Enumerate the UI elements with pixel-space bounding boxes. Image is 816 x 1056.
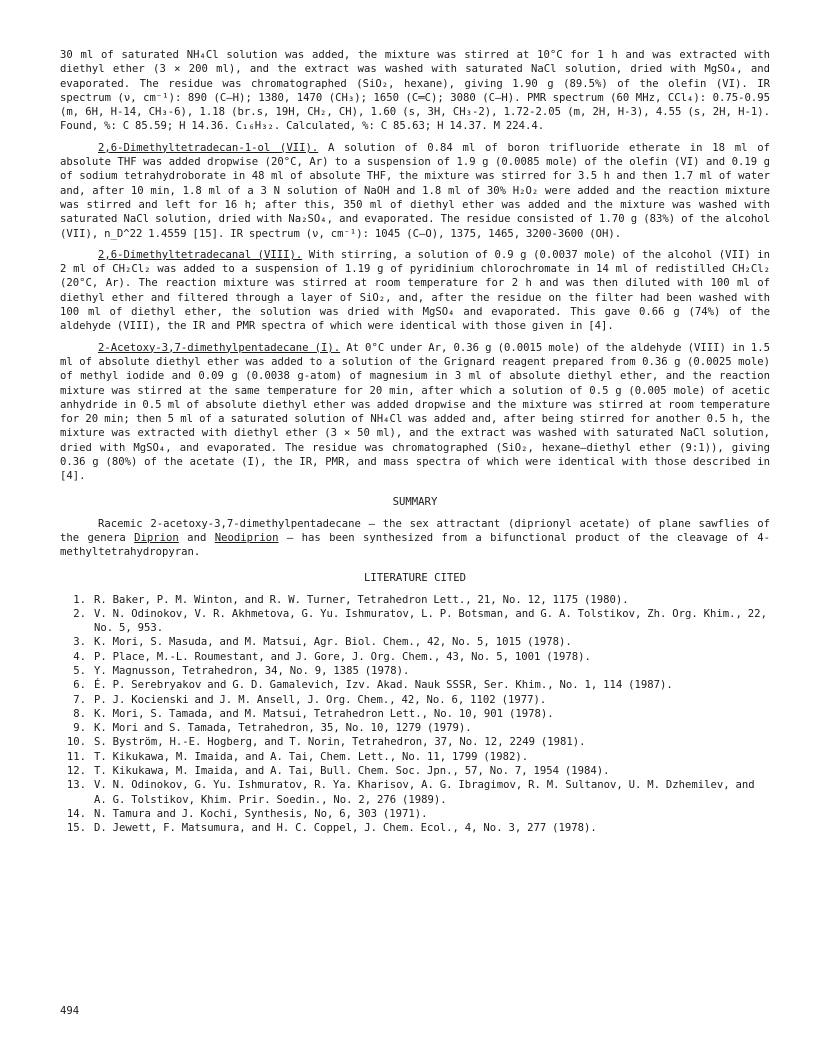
reference-number: 13. xyxy=(66,779,86,792)
reference-number: 12. xyxy=(66,765,86,778)
reference-number: 4. xyxy=(73,650,86,663)
reference-number: 14. xyxy=(66,807,86,820)
reference-item xyxy=(60,764,770,778)
reference-text: D. Jewett, F. Matsumura, and H. C. Coppel, J. Chem. Ecol., 4, No. 3, 277 (1978). xyxy=(94,822,597,835)
reference-number: 10. xyxy=(66,736,86,749)
reference-item xyxy=(60,593,770,607)
compound-heading-vii: 2,6-Dimethyltetradecan-1-ol (VII). xyxy=(98,141,319,154)
reference-number: 7. xyxy=(73,693,86,706)
reference-text: É. P. Serebryakov and G. D. Gamalevich, Izv. Akad. Nauk SSSR, Ser. Khim., No. 1, 114 (1987). xyxy=(94,679,673,692)
reference-item xyxy=(60,707,770,721)
paragraph-olefin-workup: 30 ml of saturated NH₄Cl solution was added, the mixture was stirred at 10°C for 1 h and was extracted with diethyl ether (3 × 200 ml), and the extract was washed with saturated NaCl solution, dried with MgSO₄, and evaporated. The residue was chromatographed (SiO₂, hexane), giving 1.90 g (89.5%) of the olefin (VI). IR spectrum (ν, cm⁻¹): 890 (C—H); 1380, 1470 (CH₃); 1650 (C═C); 3080 (C—H). PMR spectrum (60 MHz, CCl₄): 0.75-0.95 (m, 6H, H-14, CH₃-6), 1.18 (br.s, 19H, CH₂, CH), 1.60 (s, 3H, CH₃-2), 1.72-2.05 (m, 2H, H-3), 4.55 (s, 2H, H-1). Found, %: C 85.59; H 14.36. C₁₆H₃₂. Calculated, %: C 85.63; H 14.37. M 224.4. xyxy=(60,49,770,133)
reference-text: S. Byström, H.-E. Hogberg, and T. Norin, Tetrahedron, 37, No. 12, 2249 (1981). xyxy=(94,736,586,749)
reference-number: 9. xyxy=(73,722,86,735)
reference-number: 11. xyxy=(66,750,86,763)
reference-item xyxy=(60,807,770,821)
reference-text: T. Kikukawa, M. Imaida, and A. Tai, Bull. Chem. Soc. Jpn., 57, No. 7, 1954 (1984). xyxy=(94,765,610,778)
reference-text: N. Tamura and J. Kochi, Synthesis, No, 6, 303 (1971). xyxy=(94,807,428,820)
reference-item xyxy=(60,664,770,678)
paragraph-alcohol-vii xyxy=(60,141,770,241)
reference-number: 2. xyxy=(73,607,86,620)
paragraph-aldehyde-viii xyxy=(60,248,770,334)
reference-text: P. Place, M.-L. Roumestant, and J. Gore, J. Org. Chem., 43, No. 5, 1001 (1978). xyxy=(94,650,591,663)
reference-text: K. Mori and S. Tamada, Tetrahedron, 35, No. 10, 1279 (1979). xyxy=(94,722,472,735)
summary-text: — has been synthesized from a bifunctional product of the cleavage of 4-methyltetrahydropyran. xyxy=(60,531,771,559)
reference-item xyxy=(60,650,770,664)
reference-item xyxy=(60,750,770,764)
reference-text: T. Kikukawa, M. Imaida, and A. Tai, Chem. Lett., No. 11, 1799 (1982). xyxy=(94,750,529,763)
reference-number: 1. xyxy=(73,593,86,606)
paragraph-acetate-i xyxy=(60,341,770,484)
paragraph-text: A solution of 0.84 ml of boron trifluoride etherate in 18 ml of absolute THF was added dropwise (20°C, Ar) to a suspension of 1.9 g (0.0085 mole) of the olefin (VI) and 0.19 g of sodium tetrahydroborate in 48 ml of absolute THF, the mixture was stirred for 3.5 h and then 1.7 ml of water and, after 10 min, 1.8 ml of a 3 N solution of NaOH and 1.8 ml of 30% H₂O₂ were added and the reaction mixture was stirred and left for 16 h; after this, 350 ml of diethyl ether was added and the mixture was washed with saturated NaCl solution, dried with Na₂SO₄, and evaporated. The residue consisted of 1.70 g (83%) of the alcohol (VII), n_D^22 1.4559 [15]. IR spectrum (ν, cm⁻¹): 1045 (C—O), 1375, 1465, 3200-3600 (OH). xyxy=(60,141,770,240)
reference-item xyxy=(60,778,770,807)
summary-text: and xyxy=(178,531,215,544)
reference-text: Y. Magnusson, Tetrahedron, 34, No. 9, 1385 (1978). xyxy=(94,664,410,677)
summary-heading: SUMMARY xyxy=(392,495,438,508)
summary-text: Racemic 2-acetoxy-3,7-dimethylpentadecane — the sex attractant (diprionyl acetate) of plane sawflies of the genera xyxy=(60,517,770,544)
compound-heading-i: 2-Acetoxy-3,7-dimethylpentadecane (I). xyxy=(98,341,341,354)
reference-item xyxy=(60,693,770,707)
paragraph-text: With stirring, a solution of 0.9 g (0.0037 mole) of the alcohol (VII) in 2 ml of CH₂Cl₂ was added to a suspension of 1.19 g of pyridinium chlorochromate in 14 ml of redistilled CH₂Cl₂ (20°C, Ar). The reaction mixture was stirred at room temperature for 2 h and was then diluted with 100 ml of diethyl ether and filtered through a layer of SiO₂, and, after the residue on the filter had been washed with 100 ml of diethyl ether, the solution was dried with MgSO₄ and evaporated. This gave 0.66 g (74%) of the aldehyde (VIII), the IR and PMR spectra of which were identical with those given in [4]. xyxy=(60,248,770,333)
reference-text: K. Mori, S. Masuda, and M. Matsui, Agr. Biol. Chem., 42, No. 5, 1015 (1978). xyxy=(94,636,572,649)
reference-number: 6. xyxy=(73,679,86,692)
reference-number: 8. xyxy=(73,707,86,720)
reference-item xyxy=(60,635,770,649)
reference-text: V. N. Odinokov, G. Yu. Ishmuratov, R. Ya. Kharisov, A. G. Ibragimov, R. M. Sultanov, U. M. Dzhemilev, and A. G. Tolstikov, Khim. Prir. Soedin., No. 2, 276 (1989). xyxy=(94,779,755,806)
reference-text: R. Baker, P. M. Winton, and R. W. Turner, Tetrahedron Lett., 21, No. 12, 1175 (1980). xyxy=(94,593,629,606)
reference-text: K. Mori, S. Tamada, and M. Matsui, Tetrahedron Lett., No. 10, 901 (1978). xyxy=(94,707,554,720)
reference-item xyxy=(60,721,770,735)
page-number: 494 xyxy=(60,1005,80,1017)
reference-item xyxy=(60,735,770,749)
reference-text: V. N. Odinokov, V. R. Akhmetova, G. Yu. Ishmuratov, L. P. Botsman, and G. A. Tolstikov, Zh. Org. Khim., 22, No. 5, 953. xyxy=(94,607,767,635)
reference-number: 15. xyxy=(66,822,86,835)
reference-item xyxy=(60,821,770,835)
reference-number: 3. xyxy=(73,636,86,649)
reference-item xyxy=(60,607,770,636)
reference-number: 5. xyxy=(73,664,86,677)
reference-list xyxy=(60,593,770,836)
literature-heading: LITERATURE CITED xyxy=(363,571,467,584)
summary-paragraph xyxy=(60,517,770,560)
paragraph-text: At 0°C under Ar, 0.36 g (0.0015 mole) of the aldehyde (VIII) in 1.5 ml of absolute diethyl ether was added to a solution of the Grignard reagent prepared from 0.36 g (0.0025 mole) of methyl iodide and 0.09 g (0.0038 g-atom) of magnesium in 3 ml of absolute diethyl ether, and the reaction mixture was stirred at the same temperature for 20 min, after which a solution of 0.5 g (0.005 mole) of acetic anhydride in 0.5 ml of absolute diethyl ether was added dropwise and the mixture was stirred at room temperature for 20 min; then 5 ml of a saturated solution of NH₄Cl was added and, after being stirred for another 0.5 h, the mixture was extracted with diethyl ether (3 × 50 ml), and the extract was washed with saturated NaCl solution, dried with MgSO₄, and evaporated. The residue was chromatographed (SiO₂, hexane—diethyl ether (9:1)), giving 0.36 g (80%) of the acetate (I), the IR, PMR, and mass spectra of which were identical with those described in [4]. xyxy=(60,341,770,483)
reference-text: P. J. Kocienski and J. M. Ansell, J. Org. Chem., 42, No. 6, 1102 (1977). xyxy=(94,693,547,706)
reference-item xyxy=(60,678,770,692)
article-body xyxy=(60,48,770,836)
genus-name: Diprion xyxy=(134,531,179,544)
compound-heading-viii: 2,6-Dimethyltetradecanal (VIII). xyxy=(98,248,303,261)
genus-name: Neodiprion xyxy=(214,531,279,544)
